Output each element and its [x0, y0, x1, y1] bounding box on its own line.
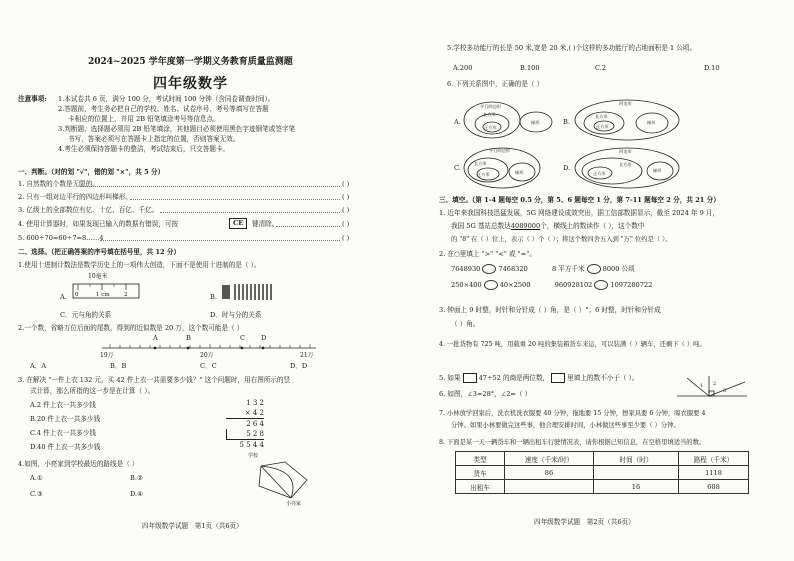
- venn-label: 长方形: [483, 112, 496, 117]
- page-footer: 四年级数学试题 第2页（共6页）: [534, 518, 635, 526]
- page-footer: 四年级数学试题 第1页（共6页）: [142, 522, 243, 530]
- venn-diagram-a: [462, 98, 554, 142]
- venn-label: 梯形: [647, 120, 656, 125]
- option-text: B.②: [130, 474, 143, 482]
- dotted-leader: [100, 240, 340, 241]
- option-text: A．A: [30, 362, 47, 370]
- option-label: D.: [563, 164, 571, 172]
- exam-title: 2024~2025 学年度第一学期义务教育质量监测题: [88, 57, 293, 67]
- table-cell: 货车: [456, 466, 505, 480]
- text: 5. 如果: [439, 374, 461, 382]
- question-3-cont: 式计算，那么所指的这一步是在计算（ ）。: [30, 387, 155, 395]
- blank-box[interactable]: [463, 373, 477, 383]
- answer-paren: ( ): [342, 234, 350, 242]
- number-line-point: B: [186, 334, 191, 342]
- option-text: D.40 件上衣一共多少钱: [30, 443, 101, 451]
- option-text: B.100: [520, 64, 540, 72]
- note-line: 2.答题前，考生务必把自己的学校、姓名、试卷序号、考号等填写在答题: [58, 105, 269, 113]
- table-header: 速度（千米/时）: [505, 452, 594, 466]
- note-line: 书写，答案必须写在答题卡上指定的位置，否则答案无效。: [68, 135, 240, 143]
- compare-value: 8 平方千米: [551, 265, 585, 273]
- option-text: A.2 件上衣一共多少钱: [30, 401, 96, 409]
- section-1-header: 一、判断。（对的划 "√"，错的划 "×"，共 5 分）: [18, 168, 165, 176]
- compare-row: [451, 280, 652, 290]
- answer-paren: ( ): [342, 180, 350, 188]
- judge-item: 2. 只有一组对边平行的四边形叫梯形。: [18, 193, 132, 201]
- note-line: 3.判断题、选择题必须用 2B 铅笔填涂，其他题目必须使用黑色字迹钢笔或签字笔: [58, 125, 296, 133]
- venn-label: 长方形: [619, 162, 632, 167]
- venn-label: 四边形: [619, 149, 632, 154]
- number-line-label: 20万: [200, 352, 214, 359]
- compare-circle[interactable]: [484, 280, 498, 290]
- option-text: D.10: [704, 64, 720, 72]
- vertical-calculation: [226, 398, 264, 450]
- calc-line: 2 6 4: [246, 420, 264, 428]
- table-cell[interactable]: [505, 480, 594, 494]
- calc-line: 5 2 8: [226, 429, 264, 440]
- venn-label: 梯形: [531, 120, 540, 125]
- number-line-point: C: [240, 334, 246, 342]
- venn-label: 长方形: [474, 161, 487, 166]
- compare-value: 8000 公顷: [602, 265, 635, 273]
- venn-label: 正方形: [477, 172, 490, 177]
- counting-sticks-figure: [222, 282, 274, 302]
- figure-label-home: 小亮家: [286, 501, 302, 507]
- compare-value: 1097280722: [610, 281, 653, 289]
- question-1: 1.使用十进制计数法是数学历史上的一项伟大创造，下面不是使用十进制的是（ ）。: [18, 261, 261, 269]
- exam-page-2: [397, 0, 794, 561]
- option-label: A.: [454, 118, 461, 126]
- table-row: [456, 480, 749, 494]
- option-text: D．D: [290, 362, 308, 370]
- compare-value: 40×2500: [499, 281, 531, 289]
- compare-value: 7648930: [451, 265, 481, 273]
- option-text: C．C: [200, 362, 217, 370]
- dotted-leader: [160, 212, 340, 213]
- fill-question-1-cont: 的 "8" 在（ ）位上，表示（ ）个（ ）；将这个数四舍五入到 "万" 位约是（ ）。: [451, 236, 672, 243]
- number-line-point: A: [153, 334, 158, 342]
- dotted-leader: [130, 199, 340, 200]
- compare-circle[interactable]: [482, 264, 496, 274]
- number-line-label: 21万: [300, 352, 314, 359]
- dotted-leader: [80, 186, 340, 187]
- travel-table: [455, 451, 749, 494]
- option-text: A.200: [453, 64, 473, 72]
- table-cell: 1118: [679, 466, 749, 480]
- fill-question-2: 2. 在○里填上 ">" "<" 或 "="。: [439, 250, 536, 258]
- calc-line: 5 5 4 4: [239, 441, 264, 449]
- judge-item: 5. 600÷70=60÷7=8……4: [18, 234, 104, 242]
- note-line: 卡相应的位置上，并用 2B 铅笔填涂考号等信息点。: [68, 115, 220, 123]
- number-line-label: 19万: [100, 352, 114, 359]
- answer-paren: ( ): [342, 206, 350, 214]
- fill-question-7-cont: 分钟。如果小林要做完这些事，他合理安排时间，小林做这些事至少要（ ）分钟。: [451, 422, 680, 429]
- table-row: [456, 466, 749, 480]
- option-text: B．B: [110, 362, 127, 370]
- option-label: B.: [563, 118, 570, 126]
- answer-paren: ( ): [342, 193, 350, 201]
- text: 里填上的数不小于（ ）。: [567, 374, 639, 382]
- table-cell: 608: [679, 480, 749, 494]
- calc-line: 1 3 2: [246, 399, 264, 407]
- fill-question-1: 1. 近年来我国科技迅猛发展，5G 网络建设成效突出，据工信部数据显示，截至 2024 年 9 月，: [439, 209, 720, 217]
- fill-question-8: 8. 下面是某一天一辆货车和一辆出租车行驶情况表，请你根据已知信息，在空格里填适当的数。: [439, 439, 706, 446]
- compare-circle[interactable]: [594, 280, 608, 290]
- venn-label: 正方形: [593, 171, 606, 176]
- table-header: 时间（时）: [594, 452, 679, 466]
- option-text: C.2: [595, 64, 607, 72]
- answer-paren: ( ): [342, 220, 350, 228]
- judge-item: 3. 亿级上的全部数位有亿、十亿、百亿、千亿。: [18, 206, 159, 214]
- angle-figure: [675, 372, 749, 402]
- compare-value: 250×400: [451, 281, 482, 289]
- ruler-label: 10毫米: [88, 273, 108, 280]
- fill-question-5: [439, 373, 638, 383]
- note-line: 1.本试卷共 6 页，满分 100 分，考试时间 100 分钟（含同卷调查时间）。: [58, 95, 275, 103]
- table-header: 路程（千米）: [679, 452, 749, 466]
- venn-label: 正方形: [484, 125, 497, 130]
- angle-label: 2: [713, 381, 717, 387]
- fill-question-4: 4. 一批货物有 725 吨，用载重 20 吨的集装箱货车来运，可以装满（ ）辆车，还剩下（ ）吨。: [439, 341, 706, 348]
- figure-label-school: 学校: [248, 453, 259, 459]
- option-text: C．元与角的关系: [60, 311, 112, 319]
- option-label: B.: [210, 293, 217, 301]
- option-label: C.: [454, 164, 461, 172]
- compare-value: 960928102: [554, 281, 593, 289]
- question-2: 2.一个数，省略万位后面的尾数，得到的近似数是 20 万，这个数可能是（ ）: [18, 324, 244, 332]
- notes-label: 注意事项:: [18, 95, 47, 103]
- fill-question-6: 6. 如图，∠3=28°，∠2=（ ）: [439, 390, 532, 398]
- judge-item: 1. 自然数的个数是无限的。: [18, 180, 99, 188]
- fill-question-1-cont: [451, 222, 644, 231]
- table-cell: 86: [505, 466, 594, 480]
- option-text: D．时与分的关系: [210, 311, 262, 319]
- venn-label: 正方形: [596, 124, 609, 129]
- option-text: C.4 件上衣一共多少钱: [30, 429, 96, 437]
- dotted-leader: [276, 226, 340, 227]
- text: 47÷52 的商是两位数，: [478, 374, 550, 382]
- route-figure: [255, 456, 317, 504]
- fill-question-3-cont: （ ）角。: [451, 320, 480, 328]
- table-header: 类型: [456, 452, 505, 466]
- judge-item: 4. 使用计算器时，如果发现已输入的数据有错误，可按: [18, 220, 179, 228]
- question-4: 4.如图，小亮家到学校最近的路线是（ ）: [18, 460, 139, 468]
- table-header-row: [456, 452, 749, 466]
- venn-label: 梯形: [515, 170, 524, 175]
- text: 个，横线上的数读作（ ），这个数中: [540, 222, 645, 230]
- venn-label: 梯形: [653, 168, 662, 173]
- ruler-figure: [72, 280, 142, 302]
- note-line: 4.考生必须保持答题卡的整洁，考试结束后，只交答题卡。: [58, 145, 230, 153]
- venn-label: 四边形: [619, 101, 632, 106]
- table-cell: 16: [594, 480, 679, 494]
- underlined-number: 4089000: [510, 222, 541, 230]
- venn-label: 平行四边形: [489, 148, 510, 153]
- fill-question-7: 7. 小林放学回家后，洗衣机洗衣服要 40 分钟，拖地要 15 分钟，擦家具要 6 分钟，晾衣服要 4: [439, 410, 706, 417]
- compare-row: [451, 264, 635, 274]
- calc-line: × 4 2: [226, 408, 264, 419]
- option-text: C.③: [30, 490, 43, 498]
- table-cell[interactable]: [594, 466, 679, 480]
- ce-key: CE: [229, 218, 247, 229]
- judge-item-tail: 键清除。: [252, 220, 279, 228]
- blank-box[interactable]: [551, 373, 565, 383]
- ruler-tick: 0: [75, 292, 79, 298]
- option-label: A.: [60, 293, 67, 301]
- question-3: 3. 在解决 "一件上衣 132 元，买 42 件上衣一共需要多少钱？" 这个问题时，用右图所示的竖: [18, 376, 291, 384]
- ruler-tick: 1 cm: [96, 292, 110, 298]
- text: 我国 5G 基站总数达: [451, 222, 511, 230]
- angle-label: 1: [700, 383, 704, 389]
- number-line-point: D: [261, 334, 267, 342]
- compare-circle[interactable]: [587, 264, 601, 274]
- venn-label: 长方形: [595, 114, 608, 119]
- table-cell: 出租车: [456, 480, 505, 494]
- section-2-header: 二、选择。（把正确答案的序号填在括号里，共 12 分）: [18, 248, 181, 256]
- option-text: D.④: [130, 490, 144, 498]
- subject-title: 四年级数学: [153, 76, 228, 92]
- angle-label: 3: [723, 388, 727, 394]
- venn-label: 平行四边形: [480, 104, 501, 109]
- option-text: A.①: [30, 474, 43, 482]
- ruler-tick: 2: [124, 292, 128, 298]
- question-6: 6. 下列关系图中，正确的是（ ）: [447, 80, 544, 88]
- section-3-header: 三、填空。（第 1-4 题每空 0.5 分，第 5、6 题每空 1 分，第 7-11 题每空 2 分，共 21 分）: [439, 196, 720, 204]
- compare-value: 7468320: [498, 265, 528, 273]
- fill-question-3: 3. 钟面上 9 时整，时针和分针成（ ）角，是（ ）°；6 时整，时针和分针成: [439, 306, 661, 314]
- option-text: B.20 件上衣一共多少钱: [30, 415, 101, 423]
- question-5: 5.学校多功能厅的长是 50 米,宽是 20 米,( )个这样的多功能厅的占地面积是 1 公顷。: [447, 44, 697, 52]
